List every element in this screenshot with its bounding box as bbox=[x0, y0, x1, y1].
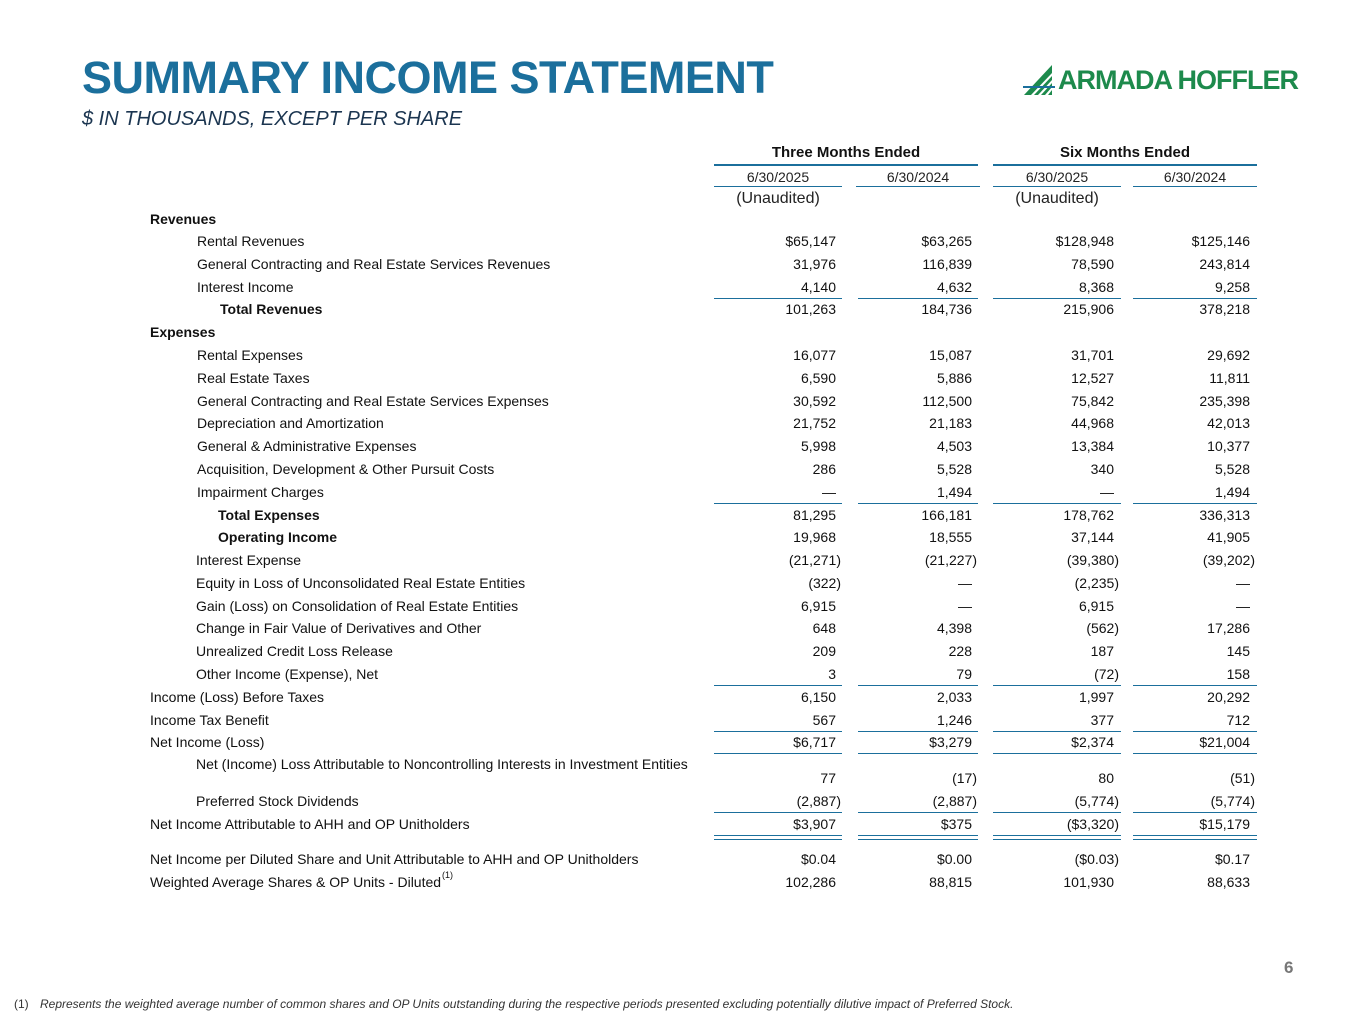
table-cell: — bbox=[1100, 484, 1114, 500]
subtotal-rule bbox=[714, 812, 842, 813]
table-cell: 88,633 bbox=[1207, 874, 1250, 890]
subtotal-rule bbox=[858, 503, 978, 504]
table-cell: — bbox=[1236, 575, 1250, 591]
table-cell: 5,528 bbox=[936, 461, 972, 477]
subtotal-rule bbox=[714, 503, 842, 504]
table-cell: 209 bbox=[812, 643, 836, 659]
unaudited-label: (Unaudited) bbox=[1015, 190, 1099, 207]
row-label: Unrealized Credit Loss Release bbox=[196, 643, 393, 659]
row-label: Rental Expenses bbox=[197, 347, 303, 363]
subtotal-rule bbox=[1133, 731, 1257, 732]
table-cell: 112,500 bbox=[922, 393, 972, 409]
table-cell: 184,736 bbox=[921, 301, 972, 317]
table-cell: $21,004 bbox=[1199, 734, 1250, 750]
column-group-six-months: Six Months Ended bbox=[1059, 144, 1190, 161]
table-cell: — bbox=[822, 484, 836, 500]
table-cell: 13,384 bbox=[1071, 438, 1114, 454]
subtotal-rule bbox=[993, 731, 1121, 732]
table-cell: $0.04 bbox=[800, 851, 836, 867]
table-cell: 648 bbox=[812, 620, 836, 636]
table-cell: 19,968 bbox=[793, 529, 836, 545]
table-cell: (562) bbox=[1086, 620, 1119, 636]
column-date: 6/30/2024 bbox=[886, 169, 950, 185]
unaudited-label: (Unaudited) bbox=[736, 190, 820, 207]
table-cell: 6,150 bbox=[800, 689, 836, 705]
column-group-rule bbox=[993, 164, 1257, 166]
row-label: Net Income (Loss) bbox=[150, 734, 265, 750]
subtotal-rule bbox=[993, 298, 1121, 299]
subtotal-rule bbox=[993, 685, 1121, 686]
table-cell: (39,202) bbox=[1202, 552, 1255, 568]
table-cell: 6,915 bbox=[800, 598, 836, 614]
row-label: General Contracting and Real Estate Services Revenues bbox=[197, 256, 551, 272]
table-cell: 101,930 bbox=[1063, 874, 1114, 890]
table-cell: 88,815 bbox=[929, 874, 972, 890]
table-cell: 340 bbox=[1090, 461, 1114, 477]
footnote-text: Represents the weighted average number of common shares and OP Units outstanding during the respective periods presented excluding potentially dilutive impact of Preferred Stock. bbox=[40, 997, 1014, 1011]
table-cell: $0.17 bbox=[1214, 851, 1250, 867]
table-cell: 4,140 bbox=[800, 279, 836, 295]
table-cell: 41,905 bbox=[1207, 529, 1250, 545]
table-cell: $125,146 bbox=[1191, 233, 1250, 249]
table-cell: 5,998 bbox=[800, 438, 836, 454]
table-cell: 187 bbox=[1090, 643, 1114, 659]
subtotal-rule bbox=[858, 812, 978, 813]
subtotal-rule bbox=[714, 298, 842, 299]
footnote-number: (1) bbox=[14, 997, 29, 1011]
table-cell: 102,286 bbox=[785, 874, 836, 890]
table-cell: 17,286 bbox=[1207, 620, 1250, 636]
table-cell: 9,258 bbox=[1214, 279, 1250, 295]
table-cell: $63,265 bbox=[921, 233, 972, 249]
double-underline bbox=[714, 835, 842, 840]
table-cell: 75,842 bbox=[1071, 393, 1114, 409]
subtotal-rule bbox=[1133, 753, 1257, 754]
subtotal-rule bbox=[714, 753, 842, 754]
logo-text: ARMADA HOFFLER bbox=[1058, 64, 1298, 95]
table-cell: 30,592 bbox=[793, 393, 836, 409]
table-cell: 1,494 bbox=[1214, 484, 1250, 500]
column-date-rule bbox=[714, 186, 842, 187]
double-underline bbox=[1133, 835, 1257, 840]
table-cell: 6,590 bbox=[800, 370, 836, 386]
row-label: General Contracting and Real Estate Services Expenses bbox=[197, 393, 549, 409]
table-cell: (21,271) bbox=[788, 552, 841, 568]
subtotal-rule bbox=[1133, 298, 1257, 299]
row-label: Weighted Average Shares & OP Units - Diluted bbox=[150, 874, 442, 890]
table-cell: (2,887) bbox=[796, 793, 841, 809]
table-cell: 79 bbox=[956, 666, 972, 682]
table-cell: (322) bbox=[808, 575, 841, 591]
table-cell: 116,839 bbox=[922, 256, 972, 272]
table-cell: — bbox=[958, 575, 972, 591]
row-label: Total Revenues bbox=[220, 301, 323, 317]
table-cell: 21,183 bbox=[929, 415, 972, 431]
table-cell: 378,218 bbox=[1199, 301, 1250, 317]
row-label: Expenses bbox=[150, 324, 216, 340]
table-cell: 6,915 bbox=[1078, 598, 1114, 614]
table-cell: 215,906 bbox=[1063, 301, 1114, 317]
subtotal-rule bbox=[993, 503, 1121, 504]
table-cell: $128,948 bbox=[1055, 233, 1114, 249]
table-cell: 4,503 bbox=[936, 438, 972, 454]
table-cell: 81,295 bbox=[793, 507, 836, 523]
row-label: Operating Income bbox=[218, 529, 338, 545]
row-label: Depreciation and Amortization bbox=[197, 415, 384, 431]
table-cell: (21,227) bbox=[924, 552, 977, 568]
table-cell: 228 bbox=[948, 643, 972, 659]
table-cell: $65,147 bbox=[785, 233, 836, 249]
table-cell: (51) bbox=[1230, 770, 1255, 786]
table-cell: $2,374 bbox=[1071, 734, 1114, 750]
table-cell: 178,762 bbox=[1063, 507, 1114, 523]
table-cell: 18,555 bbox=[929, 529, 972, 545]
table-cell: 166,181 bbox=[921, 507, 972, 523]
table-cell: — bbox=[1236, 598, 1250, 614]
table-cell: 5,528 bbox=[1214, 461, 1250, 477]
table-cell: (39,380) bbox=[1066, 552, 1119, 568]
row-label: Net Income Attributable to AHH and OP Unitholders bbox=[150, 816, 470, 832]
table-cell: 2,033 bbox=[936, 689, 972, 705]
table-cell: 4,632 bbox=[936, 279, 972, 295]
subtotal-rule bbox=[1133, 685, 1257, 686]
table-cell: 336,313 bbox=[1199, 507, 1250, 523]
row-label: Interest Income bbox=[197, 279, 294, 295]
table-cell: 12,527 bbox=[1071, 370, 1114, 386]
row-label: Net Income per Diluted Share and Unit Attributable to AHH and OP Unitholders bbox=[150, 851, 639, 867]
subtotal-rule bbox=[858, 685, 978, 686]
table-cell: 712 bbox=[1226, 712, 1250, 728]
row-label: Income Tax Benefit bbox=[150, 712, 269, 728]
table-cell: (17) bbox=[952, 770, 977, 786]
row-label: Net (Income) Loss Attributable to Noncontrolling Interests in Investment Entities bbox=[196, 756, 688, 772]
column-date: 6/30/2024 bbox=[1163, 169, 1227, 185]
table-cell: 31,701 bbox=[1071, 347, 1114, 363]
row-label: General & Administrative Expenses bbox=[197, 438, 417, 454]
column-group-three-months: Three Months Ended bbox=[771, 144, 921, 161]
subtotal-rule bbox=[714, 685, 842, 686]
row-label: Impairment Charges bbox=[197, 484, 324, 500]
footnote bbox=[14, 997, 1013, 1011]
table-cell: 10,377 bbox=[1207, 438, 1250, 454]
table-cell: 37,144 bbox=[1071, 529, 1114, 545]
table-cell: 101,263 bbox=[785, 301, 836, 317]
table-cell: 1,494 bbox=[936, 484, 972, 500]
table-cell: 77 bbox=[820, 770, 836, 786]
table-cell: 243,814 bbox=[1199, 256, 1250, 272]
subtotal-rule bbox=[858, 298, 978, 299]
footnote-marker: (1) bbox=[442, 870, 453, 880]
table-cell: (5,774) bbox=[1074, 793, 1119, 809]
table-cell: $6,717 bbox=[793, 734, 836, 750]
table-cell: 15,087 bbox=[929, 347, 972, 363]
table-cell: 145 bbox=[1226, 643, 1250, 659]
column-group-rule bbox=[714, 164, 978, 166]
table-cell: 80 bbox=[1098, 770, 1114, 786]
table-cell: 20,292 bbox=[1207, 689, 1250, 705]
table-cell: 31,976 bbox=[793, 256, 836, 272]
row-label: Preferred Stock Dividends bbox=[196, 793, 359, 809]
table-cell: 1,246 bbox=[936, 712, 972, 728]
table-cell: 3 bbox=[828, 666, 836, 682]
row-label: Acquisition, Development & Other Pursuit Costs bbox=[197, 461, 495, 477]
table-cell: (2,235) bbox=[1074, 575, 1119, 591]
column-date-rule bbox=[856, 186, 980, 187]
subtotal-rule bbox=[993, 812, 1121, 813]
table-cell: $15,179 bbox=[1199, 816, 1250, 832]
table-cell: $3,907 bbox=[793, 816, 836, 832]
table-cell: 29,692 bbox=[1207, 347, 1250, 363]
subtotal-rule bbox=[858, 731, 978, 732]
row-label: Interest Expense bbox=[196, 552, 302, 568]
table-cell: ($0.03) bbox=[1074, 851, 1119, 867]
table-cell: 286 bbox=[812, 461, 836, 477]
table-cell: 4,398 bbox=[936, 620, 972, 636]
table-cell: 16,077 bbox=[793, 347, 836, 363]
row-label: Change in Fair Value of Derivatives and Other bbox=[196, 620, 482, 636]
table-cell: (2,887) bbox=[932, 793, 977, 809]
table-cell: 5,886 bbox=[936, 370, 972, 386]
subtotal-rule bbox=[1133, 503, 1257, 504]
row-label: Other Income (Expense), Net bbox=[196, 666, 379, 682]
page-number: 6 bbox=[1284, 958, 1294, 977]
row-label: Gain (Loss) on Consolidation of Real Estate Entities bbox=[196, 598, 519, 614]
page-subtitle: $ IN THOUSANDS, EXCEPT PER SHARE bbox=[82, 108, 463, 130]
table-cell: $3,279 bbox=[929, 734, 972, 750]
subtotal-rule bbox=[714, 731, 842, 732]
table-cell: 78,590 bbox=[1071, 256, 1114, 272]
table-cell: 377 bbox=[1090, 712, 1114, 728]
page-title: SUMMARY INCOME STATEMENT bbox=[82, 52, 774, 103]
row-label: Rental Revenues bbox=[197, 233, 305, 249]
table-cell: $375 bbox=[940, 816, 972, 832]
table-cell: (5,774) bbox=[1210, 793, 1255, 809]
table-cell: (72) bbox=[1094, 666, 1119, 682]
column-date-rule bbox=[993, 186, 1121, 187]
row-label: Revenues bbox=[150, 211, 217, 227]
table-cell: 21,752 bbox=[793, 415, 836, 431]
subtotal-rule bbox=[993, 753, 1121, 754]
table-cell: 1,997 bbox=[1078, 689, 1114, 705]
table-cell: 42,013 bbox=[1207, 415, 1250, 431]
table-cell: 11,811 bbox=[1209, 370, 1250, 386]
table-cell: — bbox=[958, 598, 972, 614]
table-cell: 235,398 bbox=[1199, 393, 1250, 409]
table-cell: 567 bbox=[812, 712, 836, 728]
table-cell: 158 bbox=[1226, 666, 1250, 682]
subtotal-rule bbox=[1133, 812, 1257, 813]
table-cell: ($3,320) bbox=[1066, 816, 1119, 832]
row-label: Equity in Loss of Unconsolidated Real Estate Entities bbox=[196, 575, 526, 591]
row-label: Real Estate Taxes bbox=[197, 370, 310, 386]
column-date-rule bbox=[1133, 186, 1257, 187]
column-date: 6/30/2025 bbox=[1025, 169, 1089, 185]
table-cell: $0.00 bbox=[936, 851, 972, 867]
double-underline bbox=[858, 835, 978, 840]
double-underline bbox=[993, 835, 1121, 840]
table-cell: 44,968 bbox=[1071, 415, 1114, 431]
row-label: Total Expenses bbox=[218, 507, 320, 523]
subtotal-rule bbox=[858, 753, 978, 754]
row-label: Income (Loss) Before Taxes bbox=[150, 689, 325, 705]
column-date: 6/30/2025 bbox=[746, 169, 810, 185]
table-cell: 8,368 bbox=[1078, 279, 1114, 295]
